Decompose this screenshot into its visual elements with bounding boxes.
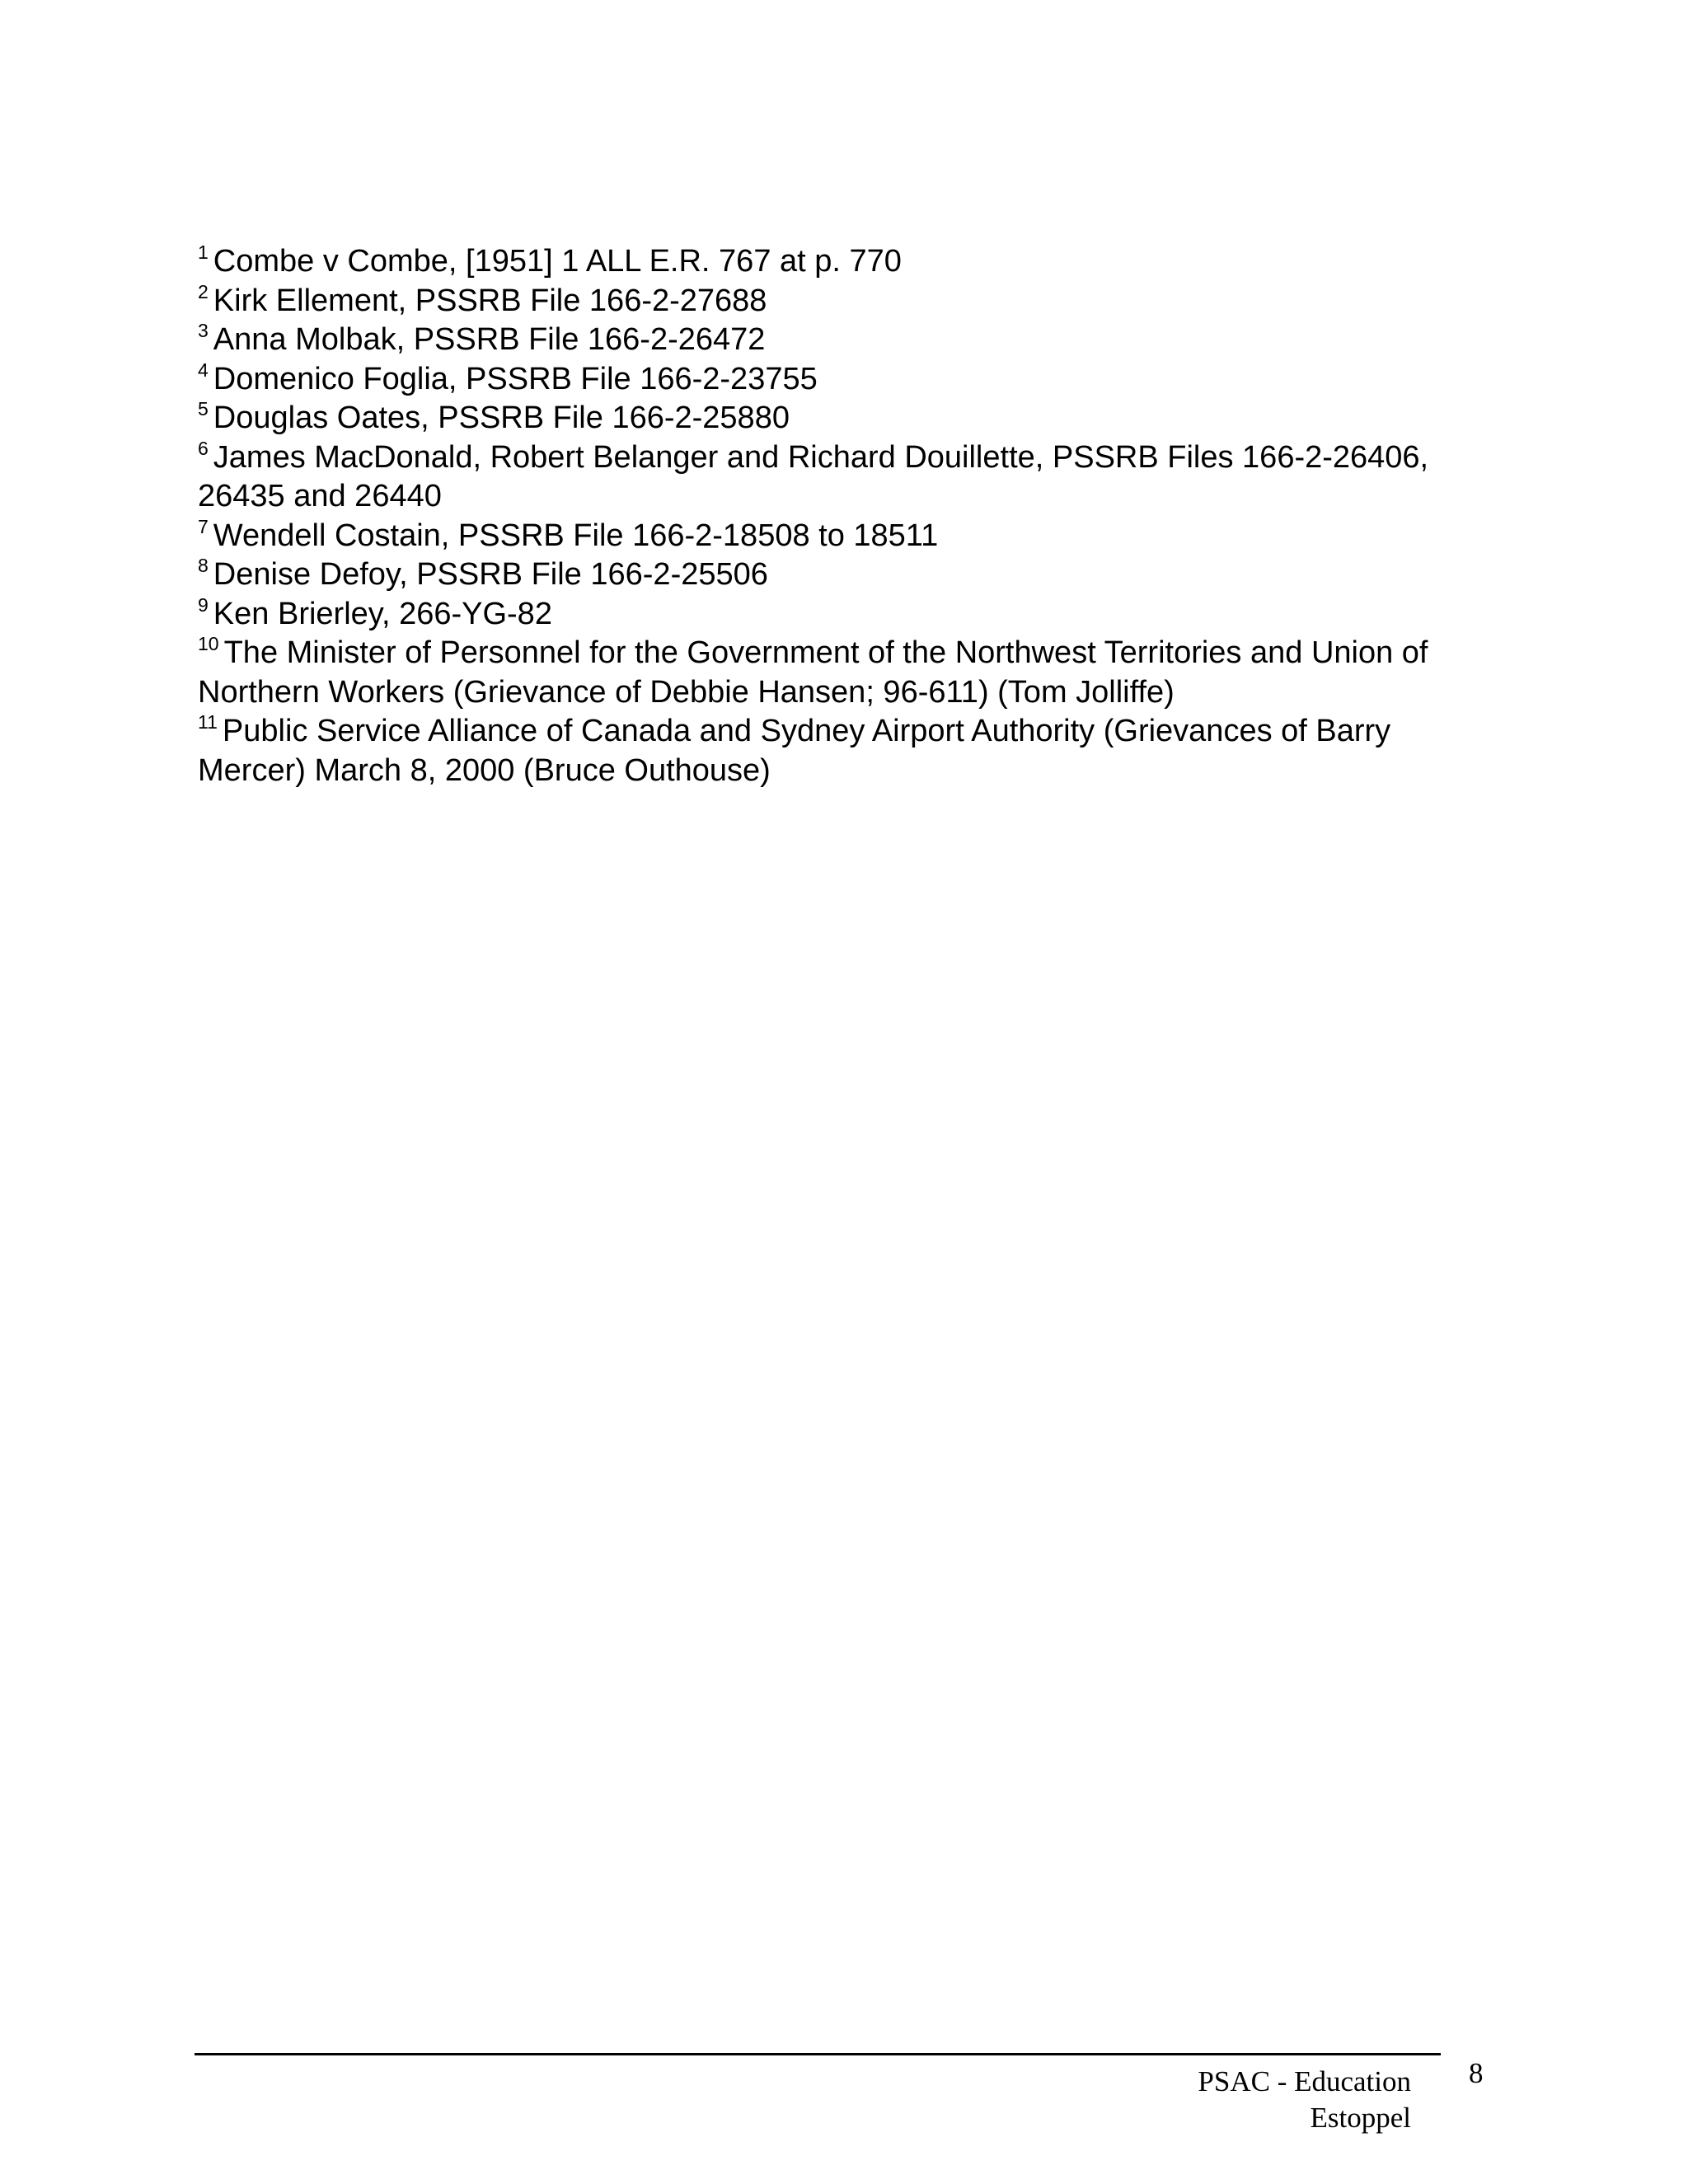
footnote-text: James MacDonald, Robert Belanger and Richard Douillette, PSSRB Files 166-2-26406, 26435 and 26440 — [198, 439, 1429, 513]
footnote-text: Combe v Combe, [1951] 1 ALL E.R. 767 at p. 770 — [213, 244, 902, 279]
footnote-10 — [198, 634, 1500, 712]
footer-title — [1071, 2064, 1411, 2136]
footnote-text: Ken Brierley, 266-YG-82 — [213, 596, 552, 631]
footnote-number: 11 — [198, 711, 218, 733]
footnote-text: Anna Molbak, PSSRB File 166-2-26472 — [213, 322, 766, 357]
footnote-number: 10 — [198, 633, 219, 654]
footer-divider — [195, 2053, 1441, 2055]
footnote-1 — [198, 242, 1500, 282]
footer-line-2: Estoppel — [1310, 2102, 1411, 2134]
footnote-5 — [198, 399, 1500, 438]
footnote-text: Domenico Foglia, PSSRB File 166-2-23755 — [213, 361, 818, 396]
footnote-number: 3 — [198, 320, 209, 341]
footnote-7 — [198, 517, 1500, 556]
footnote-list — [198, 242, 1500, 790]
footnote-number: 9 — [198, 593, 209, 616]
footnote-8 — [198, 555, 1500, 595]
footnote-number: 6 — [198, 437, 209, 459]
footnote-number: 7 — [198, 515, 209, 537]
footnote-text: Wendell Costain, PSSRB File 166-2-18508 to 18511 — [213, 518, 939, 553]
footnote-9 — [198, 595, 1500, 635]
footnote-11 — [198, 712, 1500, 790]
footnote-text: Kirk Ellement, PSSRB File 166-2-27688 — [213, 283, 767, 318]
footnote-2 — [198, 282, 1500, 321]
footnote-text: Douglas Oates, PSSRB File 166-2-25880 — [213, 401, 790, 435]
footnote-number: 2 — [198, 280, 209, 302]
footnote-text: Public Service Alliance of Canada and Sydney Airport Authority (Grievances of Barry Mercer) March 8, 2000 (Bruce Outhouse) — [198, 714, 1391, 788]
footnote-4 — [198, 360, 1500, 400]
footnote-6 — [198, 438, 1500, 517]
footnote-text: The Minister of Personnel for the Government of the Northwest Territories and Union of Northern Workers (Grievance of Debbie Hansen; 96-611) (Tom Jolliffe) — [198, 635, 1428, 710]
footnote-number: 4 — [198, 359, 209, 381]
footer-line-1: PSAC - Education — [1198, 2065, 1411, 2097]
footnote-number: 1 — [198, 241, 209, 263]
page-number: 8 — [1469, 2057, 1484, 2089]
footnote-number: 5 — [198, 398, 209, 419]
footnote-number: 8 — [198, 555, 209, 576]
footnote-3 — [198, 321, 1500, 360]
footnote-text: Denise Defoy, PSSRB File 166-2-25506 — [213, 557, 768, 592]
